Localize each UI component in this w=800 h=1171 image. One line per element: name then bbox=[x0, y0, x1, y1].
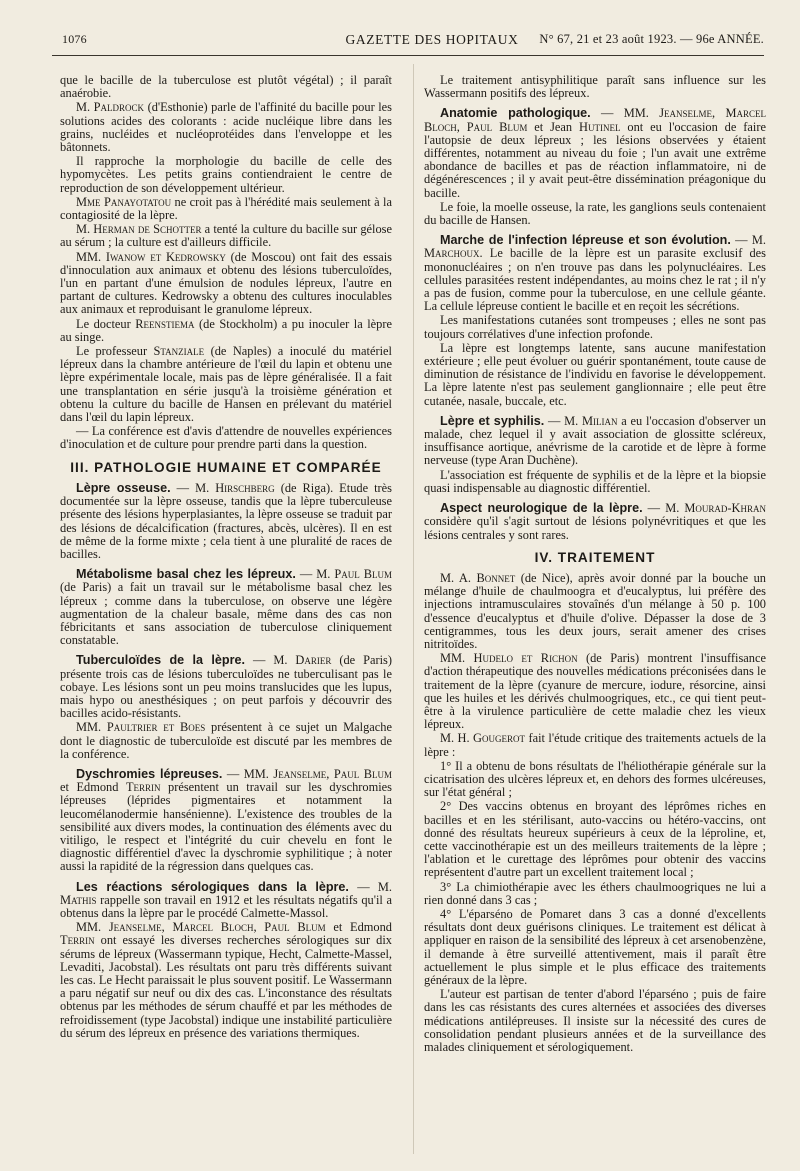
paragraph-text: ne croit pas à l'hérédité mais seulement à la contagiosité de la lèpre. bbox=[60, 194, 392, 223]
author-name: MM. Jeanselme, Marcel Bloch, Paul Blum bbox=[424, 106, 766, 134]
paragraph: Il rapproche la morphologie du bacille de celle des hypomycètes. Les petits grains contiendraient le centre de reproduction de son développement ultérieur. bbox=[60, 154, 392, 195]
author-name: M. Hirschberg bbox=[195, 480, 275, 495]
paragraph bbox=[60, 921, 392, 1040]
author-name: Terrin bbox=[60, 933, 95, 948]
author-name: M. Darier bbox=[273, 653, 332, 668]
paragraph-text: (de Stockholm) a pu inoculer la lèpre au singe. bbox=[60, 316, 392, 344]
paragraph-text: présentent à ce sujet un Malgache dont le diagnostic de tuberculoïde est discuté par les membres de la conférence. bbox=[60, 720, 392, 761]
paragraph bbox=[60, 223, 392, 249]
paragraph bbox=[424, 572, 766, 651]
paragraph-text: (de Naples) a inoculé du matériel lépreux dans la chambre antérieure de l'œil du lapin et obtenu une lèpre expérimentale locale, mais pas de lèpre généralisée. Il a fait une transplantation en série jusqu'à la troisième génération et obtenu la culture du bacille de Hansen en prélevant du matériel dans l'œil du lapin lépreux. bbox=[60, 344, 392, 425]
list-item: 4° L'éparséno de Pomaret dans 3 cas a donné d'excellents résultats dont deux guérisons cliniques. Le traitement est délicat à appliquer en raison de la sensibilité des lépreux à cet arsenobenzène, il demande à être surveillé attentivement, mais il paraît être actuellement le plus simple et le plus efficace des traitements généraux de la lèpre. bbox=[424, 906, 766, 987]
paragraph: Lèpre et syphilis. — M. Milian a eu l'occasion d'observer un malade, chez lequel il y avait association de glossitte scléreux, insuffisance aortique, anévrisme de la carotide et de lèpre à forme nerveuse (type Aran Duchène). bbox=[424, 413, 766, 468]
author-name: M. Paul Blum bbox=[316, 567, 392, 582]
list-item: 2° Des vaccins obtenus en broyant des léprômes riches en bacilles et en les stérilisant, auto-vaccins ou hétéro-vaccins, ont donné des résultats heureux supérieurs à ceux de la léproline, et, cette vaccinothérapie est un des meilleurs traitements de la lèpre ; l'ablation et le curettage des léprômes pour obtenir des vaccins représentent d'autre part un excellent traitement local ; bbox=[424, 799, 766, 880]
author-name: MM. Jeanselme, Marcel Bloch, Paul Blum bbox=[76, 920, 326, 935]
paragraph: Dyschromies lépreuses. — MM. Jeanselme, Paul Blum et Edmond Terrin présentent un travail sur les dyschromies lépreuses (léprides pigmentaires et notamment la leucomélanodermie hansénienne). L'existence des troubles de la sensibilité aux divers modes, la continuation des éléments avec du vitiligo, le respect et l'intégrité du cuir chevelu en font le diagnostic différentiel d'avec la dyschromie syphilitique ; à noter aussi la rapidité de la régression dans quelques cas. bbox=[60, 766, 392, 874]
section-heading: III. PATHOLOGIE HUMAINE ET COMPARÉE bbox=[70, 459, 382, 475]
paragraph-text: (d'Esthonie) parle de l'affinité du bacille pour les solutions acides des colorants : acide nucléique libre dans les grains, nucléides et nucléoprotéides dans l'enveloppe et les bâtonnets. bbox=[60, 100, 392, 155]
run-in-heading: Dyschromies lépreuses. bbox=[76, 766, 223, 781]
left-column bbox=[60, 74, 392, 1041]
paragraph: Marche de l'infection lépreuse et son évolution. — M. Marchoux. Le bacille de la lèpre est un parasite exclusif des mononucléaires ; on n'en trouve pas dans les polynucléaires. Les cellules parasitées restent indépendantes, au moins chez le rat ; il n'y a pas de fusion, comme pour la tuberculose, en une cellule géante. La cellule lépreuse contient le bacille et en reçoit les sécrétions. bbox=[424, 233, 766, 314]
paragraph-text: a eu l'occasion d'observer un malade, chez lequel il y avait association de glossitte scléreux, insuffisance aortique, anévrisme de la carotide et de lèpre à forme nerveuse (type Aran Duchène). bbox=[424, 413, 766, 468]
author-name: Hutinel bbox=[579, 119, 621, 134]
paragraph-text: (de Moscou) ont fait des essais d'innoculation aux animaux et obtenu des lésions tuberculoïdes, l'un en partant d'une émulsion de nodules lépreux, l'autre en partant de cultures. Kedrowsky a obtenu des cultures inoculables aux animaux et reproduisant le granulome lépreux. bbox=[60, 249, 393, 317]
run-in-heading: Métabolisme basal chez les lépreux. bbox=[76, 567, 296, 582]
paragraph-text: considère qu'il s'agit surtout de lésions polynévritiques et que les lésions centrales y sont rares. bbox=[424, 514, 766, 542]
running-header bbox=[52, 30, 764, 52]
paragraph: Lèpre osseuse. — M. Hirschberg (de Riga). Etude très documentée sur la lèpre osseuse, tandis que la lèpre tuberculeuse présente des lésions hyperplasiantes, la lèpre osseuse se traduit par des lésions de décalcification (fractures, abcès, ulcères). Il en est de même de la forme mixte ; cela tient à une pluralité de races de bacilles. bbox=[60, 480, 392, 561]
paragraph bbox=[60, 721, 392, 761]
paragraph: Les réactions sérologiques dans la lèpre. — M. Mathis rappelle son travail en 1912 et les résultats négatifs qu'il a obtenus dans la lèpre par le procédé Calmette-Massol. bbox=[60, 879, 392, 920]
author-name: M. A. Bonnet bbox=[440, 570, 516, 585]
run-in-heading: Aspect neurologique de la lèpre. bbox=[440, 501, 643, 516]
section-heading: IV. TRAITEMENT bbox=[534, 549, 656, 565]
paragraph bbox=[60, 101, 392, 154]
paragraph-text: Le docteur bbox=[76, 316, 136, 331]
paragraph: Les manifestations cutanées sont trompeuses ; elles ne sont pas toujours corrélatives d'une infection profonde. bbox=[424, 313, 766, 341]
paragraph-text: . Le bacille de la lèpre est un parasite exclusif des mononucléaires ; on n'en trouve pas dans les polynucléaires. Les cellules parasitées restent indépendantes, au moins chez le rat ; il n'y a pas de fusion, comme pour la tuberculose, en une cellule géante. La cellule lépreuse contient le bacille et en reçoit les sécrétions. bbox=[424, 246, 766, 314]
paragraph: Tuberculoïdes de la lèpre. — M. Darier (de Paris) présente trois cas de lésions tuberculoïdes ne tuberculisant pas le cobaye. Les lésions sont un peu moins translucides que les lupus, mais hypo ou anesthésiques ; on peut parfois y découvrir des bacilles acido-résistants. bbox=[60, 653, 392, 721]
run-in-heading: Tuberculoïdes de la lèpre. bbox=[76, 653, 246, 668]
paragraph bbox=[424, 732, 766, 758]
paragraph: Anatomie pathologique. — MM. Jeanselme, Marcel Bloch, Paul Blum et Jean Hutinel ont eu l'occasion de faire l'autopsie de deux lépreux ; les lésions observées y étaient différentes, notamment au niveau du foie ; l'un avait une extrême abondance de bacilles et pas de réaction inflammatoire, ni de dégénérescences ; il y avait peut-être dissémination préagonique du bacille. bbox=[424, 106, 766, 200]
paragraph-text: et Jean bbox=[527, 119, 580, 134]
journal-title: GAZETTE DES HOPITAUX bbox=[345, 32, 519, 47]
author-name: MM. Iwanow et Kedrowsky bbox=[76, 249, 226, 264]
author-name: M. Herman de Schotter bbox=[76, 222, 202, 237]
paragraph: — La conférence est d'avis d'attendre de nouvelles expériences d'inoculation et de culture pour prendre parti dans la question. bbox=[60, 424, 392, 452]
paragraph-text: fait l'étude critique des traitements actuels de la lèpre : bbox=[424, 731, 766, 759]
paragraph-text: (de Riga). Etude très documentée sur la lèpre osseuse, tandis que la lèpre tuberculeuse présente des lésions hyperplasiantes, la lèpre osseuse se traduit par des lésions de décalcification (fractures, abcès, ulcères). Il en est de même de la forme mixte ; cela tient à une pluralité de races de bacilles. bbox=[60, 480, 392, 561]
paragraph: Le traitement antisyphilitique paraît sans influence sur les Wassermann positifs des lépreux. bbox=[424, 73, 766, 101]
author-name: M. Marchoux bbox=[424, 233, 766, 261]
paragraph: Métabolisme basal chez les lépreux. — M. Paul Blum (de Paris) a fait un travail sur le métabolisme basal chez les lépreux ; comme dans la tuberculose, on observe une légère augmentation de la chaleur basale, même dans des cas non fébricitants et sans association de tuberculose cliniquement constatable. bbox=[60, 567, 392, 648]
paragraph-text: (de Paris) a fait un travail sur le métabolisme basal chez les lépreux ; comme dans la tuberculose, on observe une légère augmentation de la chaleur basale, même dans des cas non fébricitants et sans association de tuberculose cliniquement constatable. bbox=[60, 580, 392, 648]
author-name: Terrin bbox=[125, 780, 161, 795]
paragraph bbox=[60, 318, 392, 344]
list-item: 1° Il a obtenu de bons résultats de l'héliothérapie générale sur la cicatrisation des ulcères lépreux et, en dehors des formes ulcéreuses, sur l'état général ; bbox=[424, 758, 766, 800]
paragraph-text: ont eu l'occasion de faire l'autopsie de deux lépreux ; les lésions observées y étaient différentes, notamment au niveau du foie ; l'un avait une extrême abondance de bacilles et pas de réaction inflammatoire, ni de dégénérescences ; il y avait peut-être dissémination préagonique du bacille. bbox=[424, 119, 766, 200]
right-column bbox=[424, 74, 766, 1055]
paragraph: Aspect neurologique de la lèpre. — M. Mourad-Khran considère qu'il s'agit surtout de lésions polynévritiques et que les lésions centrales y sont rares. bbox=[424, 501, 767, 542]
author-name: M. Paldrock bbox=[76, 100, 145, 115]
issue-info: N° 67, 21 et 23 août 1923. — 96e ANNÉE. bbox=[539, 32, 764, 46]
paragraph bbox=[60, 251, 392, 317]
run-in-heading: Lèpre et syphilis. bbox=[440, 413, 545, 428]
paragraph bbox=[60, 345, 392, 424]
paragraph-text: ont essayé les diverses recherches sérologiques sur dix sérums de lépreux (Wassermann typique, Hecht, Calmette-Massel, Levaditi, Jacobstal). Les résultats ont paru très différents suivant les cas. Le Hecht paraissait le plus souvent positif. Le Wassermann a paru négatif sur neuf ou dix des cas. L'inconstance des résultats obtenus par les méthodes de sérum chauffé et par les méthodes de refroidissement (type Jacobstal) indique une instabilité particulière du sérum des lépreux en présence des variations thermiques. bbox=[60, 933, 392, 1040]
list-item: 3° La chimiothérapie avec les éthers chaulmoogriques ne lui a rien donné dans 3 cas ; bbox=[424, 879, 766, 907]
paragraph-text: et Edmond bbox=[60, 780, 126, 795]
run-in-heading: Marche de l'infection lépreuse et son évolution. bbox=[440, 233, 731, 248]
header-rule bbox=[52, 55, 764, 56]
paragraph-text: (de Nice), après avoir donné par la bouche un mélange d'huile de chaulmoogra et d'eucalyptus, lui préfère des injections intramusculaires stovaînés d'un mélange à 50 p. 100 d'essence d'eucalyptus et d'huile d'olive. Dépasser la dose de 3 centigrammes, tous les deux jours, serait amener des crises nitritoïdes. bbox=[424, 570, 766, 651]
author-name: M. Milian bbox=[564, 413, 618, 428]
run-in-heading: Anatomie pathologique. bbox=[440, 106, 591, 121]
author-name: Stanziale bbox=[153, 344, 205, 359]
author-name: M. Mathis bbox=[60, 879, 392, 907]
paragraph bbox=[424, 652, 766, 731]
paragraph: L'association est fréquente de syphilis et de la lèpre et la biopsie quasi indispensable au diagnostic différentiel. bbox=[424, 467, 766, 495]
paragraph: L'auteur est partisan de tenter d'abord l'éparséno ; puis de faire dans les cas résistants des cures alternées et associées des diverses médications antilépreuses. Il insiste sur la nécessité des cures de consolidation pendant plusieurs années et de la surveillance des malades cliniquement et sérologiquement. bbox=[424, 987, 766, 1055]
paragraph: que le bacille de la tuberculose est plutôt végétal) ; il paraît anaérobie. bbox=[60, 73, 392, 101]
author-name: M. H. Gougerot bbox=[440, 731, 525, 746]
run-in-heading: Lèpre osseuse. bbox=[76, 480, 171, 495]
author-name: MM. Hudelo et Richon bbox=[440, 651, 578, 666]
paragraph-text: (de Paris) présente trois cas de lésions tuberculoïdes ne tuberculisant pas le cobaye. Les lésions sont un peu moins translucides que les lupus, mais hypo ou anesthésiques ; on peut parfois y découvrir des bacilles acido-résistants. bbox=[60, 653, 392, 721]
paragraph-text: a tenté la culture du bacille sur gélose au sérum ; la culture est d'ailleurs difficile. bbox=[60, 222, 392, 250]
author-name: M. Mourad-Khran bbox=[665, 501, 767, 516]
paragraph-text: et Edmond bbox=[325, 920, 392, 935]
column-divider bbox=[413, 64, 414, 1154]
paragraph bbox=[60, 196, 392, 222]
paragraph-text: présentent un travail sur les dyschromies lépreuses (léprides pigmentaires et notamment la leucomélanodermie hansénienne). L'existence des troubles de la sensibilité aux divers modes, la continuation des éléments avec du vitiligo, le respect et l'intégrité du cuir chevelu en font le diagnostic différentiel d'avec la dyschromie syphilitique ; à noter aussi la rapidité de la régression dans quelques cas. bbox=[60, 780, 392, 874]
paragraph-text: rappelle son travail en 1912 et les résultats négatifs qu'il a obtenus dans la lèpre par le procédé Calmette-Massol. bbox=[60, 892, 392, 920]
paragraph-text: (de Paris) montrent l'insuffisance d'action thérapeutique des nouvelles médications préconisées dans le traitement de la lèpre (cyanure de mercure, iodure, résorcine, ainsi que les huiles et les dérivés chulmoogriques, etc., ce qui tient peut-être à la virulence particulière de cette maladie chez les vieux lépreux. bbox=[424, 651, 766, 732]
page-number: 1076 bbox=[62, 32, 87, 46]
author-name: Reenstiema bbox=[135, 316, 195, 331]
paragraph-text: Le professeur bbox=[76, 344, 154, 359]
run-in-heading: Les réactions sérologiques dans la lèpre. bbox=[76, 879, 349, 894]
paragraph: Le foie, la moelle osseuse, la rate, les ganglions seuls contenaient du bacille de Hansen. bbox=[424, 199, 766, 228]
paragraph: La lèpre est longtemps latente, sans aucune manifestation extérieure ; elle peut évoluer ou guérir spontanément, toute cause de diminution de résistance de l'individu en favorise le développement. La lèpre latente n'est pas seulement ganglionnaire ; elle peut être cutanée, nasale, buccale, etc. bbox=[424, 340, 766, 408]
author-name: MM. Jeanselme, Paul Blum bbox=[243, 766, 392, 781]
author-name: MM. Paultrier et Boes bbox=[76, 720, 206, 735]
author-name: Mme Panayotatou bbox=[76, 194, 172, 209]
